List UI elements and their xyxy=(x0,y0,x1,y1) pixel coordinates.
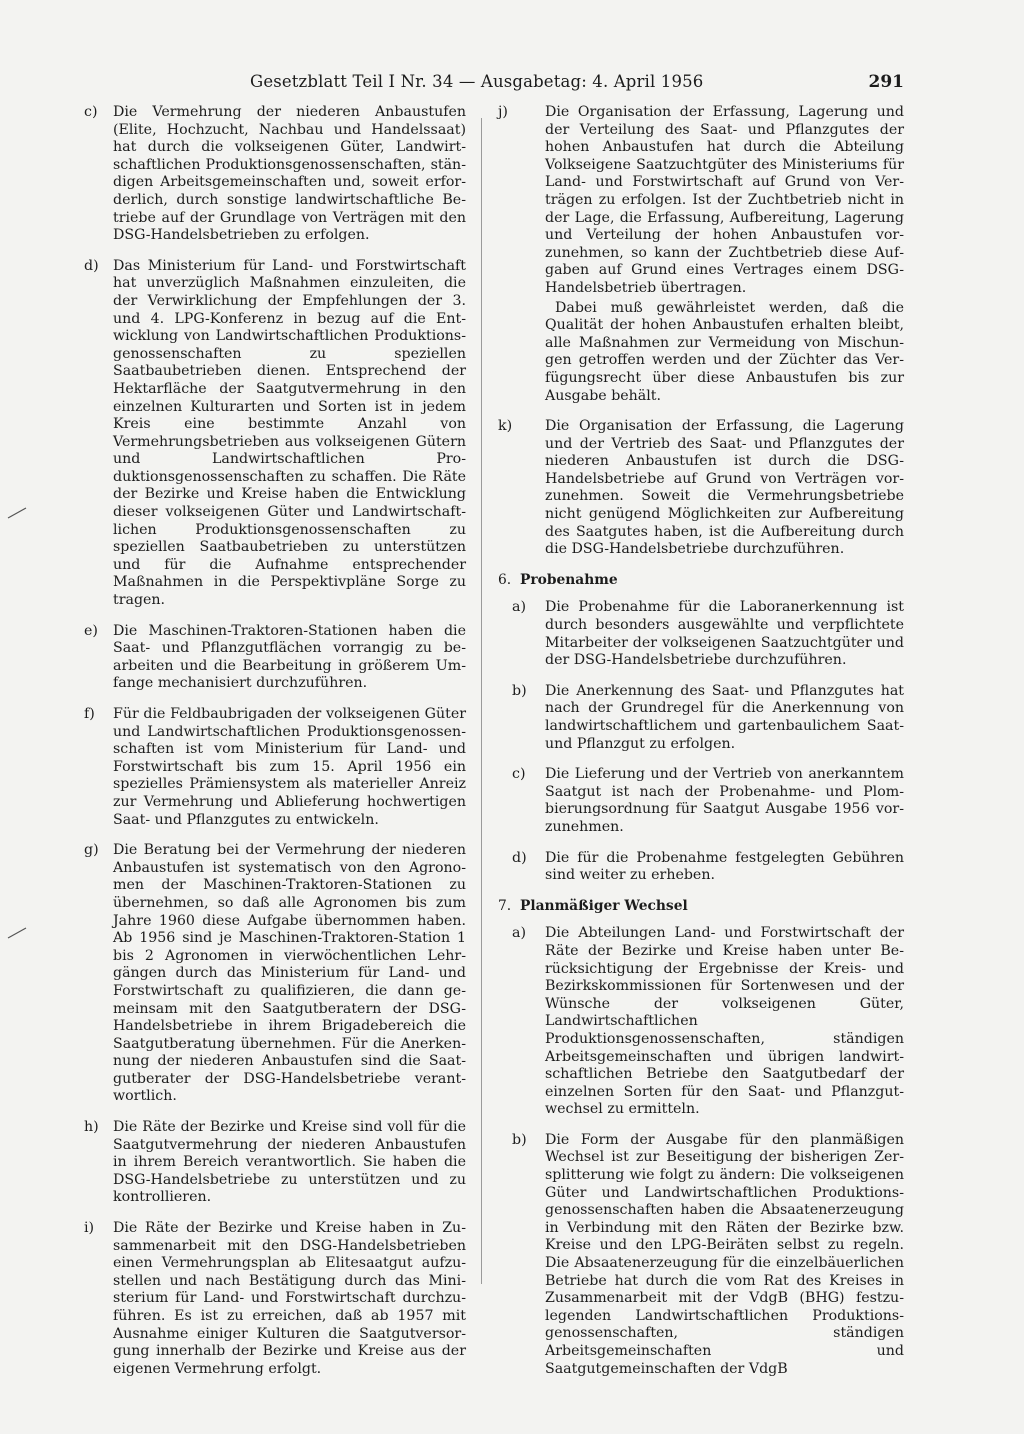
item-text: Die Beratung bei der Vermehrung der niederen Anbaustufen ist systematisch von den Agronomen der Maschinen-Traktoren-Stationen zu übernehmen, so daß alle Agronomen bis zum Jahre 1960 diese Aufgabe übernommen haben. Ab 1956 sind je Maschinen-Traktoren-Station 1 bis 2 Agronomen in vierwöchentlichen Lehrgängen durch das Ministerium für Land- und Forstwirtschaft zu qualifizieren, die dann gemeinsam mit den Saatgutberatern der DSG-Handelsbetriebe in ihrem Brigadebereich die Saatgutberatung übernehmen. Für die Anerkennung der niederen Anbaustufen sind die Saatgutberater der DSG-Handelsbetriebe verantwortlich. xyxy=(113,842,466,1105)
item-label: b) xyxy=(512,682,527,699)
item-text: Das Ministerium für Land- und Forstwirtschaft hat unverzüglich Maßnahmen einzuleiten, die der Verwirklichung der Empfehlungen der 3. und 4. LPG-Konferenz in bezug auf die Entwicklung von Landwirtschaftlichen Produktionsgenossenschaften zu speziellen Saatbaubetrieben dienen. Entsprechend der Hektarfläche der Saatgutvermehrung in den einzelnen Kulturarten und Sorten ist in jedem Kreis eine bestimmte Anzahl von Vermehrungsbetrieben aus volkseigenen Gütern und Landwirtschaftlichen Produktionsgenossenschaften zu schaffen. Die Räte der Bezirke und Kreise haben die Entwicklung dieser volkseigenen Güter und Landwirtschaftlichen Produktionsgenossenschaften zu speziellen Saatbaubetrieben zu unterstützen und für die Aufnahme entsprechender Maßnahmen in die Perspektivpläne Sorge zu tragen. xyxy=(113,257,466,609)
list-item-i xyxy=(84,1220,466,1378)
item-label: f) xyxy=(84,706,95,722)
item-label: d) xyxy=(84,257,99,274)
item-paragraph: Dabei muß gewährleistet werden, daß die Qualität der hohen Anbaustufen erhalten bleibt, alle Maßnahmen zur Vermeidung von Mischungen getroffen werden und der Züchter das Verfügungsrecht über diese Anbaustufen bis zur Ausgabe behält. xyxy=(545,299,904,404)
item-text: Die Abteilungen Land- und Forstwirtschaft der Räte der Bezirke und Kreise haben unter Berücksichtigung der Ergebnisse der Kreis- und Bezirkskommissionen für Sortenwesen und der Wünsche der volkseigenen Güter, Landwirtschaftlichen Produktionsgenossenschaften, ständigen Arbeitsgemeinschaften und übrigen landwirtschaftlichen Betriebe den Saatgutbedarf der einzelnen Sorten für den Saat- und Pflanzgutwechsel zu ermitteln. xyxy=(545,925,904,1118)
item-text: Die Lieferung und der Vertrieb von anerkanntem Saatgut ist nach der Probenahme- und Plombierungsordnung für Saatgut Ausgabe 1956 vorzunehmen. xyxy=(545,766,904,835)
list-item-6a xyxy=(498,599,904,669)
section-number: 6. xyxy=(498,571,512,588)
right-column xyxy=(498,104,904,1391)
list-item-6d xyxy=(498,850,904,885)
item-label: a) xyxy=(512,599,526,616)
item-label: a) xyxy=(512,925,526,942)
list-item-6c xyxy=(498,766,904,836)
item-text: Die Form der Ausgabe für den planmäßigen Wechsel ist zur Beseitigung der bisherigen Zersplitterung wie folgt zu ändern: Die volkseigenen Güter und Landwirtschaftlichen Produktionsgenossenschaften haben die Absaatenerzeugung in Verbindung mit den Räten der Bezirke bzw. Kreise und den LPG-Beiräten selbst zu regeln. Die Absaatenerzeugung für die einzelbäuerlichen Betriebe hat durch die vom Rat des Kreises in Zusammenarbeit mit der VdgB (BHG) festzulegenden Landwirtschaftlichen Produktionsgenossenschaften, ständigen Arbeitsgemeinschaften und Saatgutgemeinschaften der VdgB xyxy=(545,1131,904,1377)
item-label: g) xyxy=(84,842,99,859)
section-heading-planmaessiger-wechsel xyxy=(498,898,904,916)
item-label: c) xyxy=(84,104,98,120)
item-label: b) xyxy=(512,1131,527,1148)
list-item-7a xyxy=(498,925,904,1119)
list-item-h xyxy=(84,1119,466,1207)
page-header xyxy=(250,72,904,92)
list-item-c xyxy=(84,104,466,245)
list-item-d xyxy=(84,258,466,610)
item-label: i) xyxy=(84,1220,95,1237)
item-label: h) xyxy=(84,1119,99,1136)
item-label: e) xyxy=(84,622,98,639)
margin-check-mark xyxy=(6,926,28,940)
item-text: Die Organisation der Erfassung, Lagerung und der Verteilung des Saat- und Pflanzgutes der hohen Anbaustufen hat durch die Abteilung Volkseigene Saatzuchtgüter des Ministeriums für Land- und Forstwirtschaft auf Grund von Verträgen zu erfolgen. Ist der Zuchtbetrieb nicht in der Lage, die Erfassung, Aufbereitung, Lagerung und Verteilung der hohen Anbaustufen vorzunehmen, so kann der Zuchtbetrieb diese Aufgaben auf Grund eines Vertrages einem DSG-Handelsbetrieb übertragen. xyxy=(545,104,904,296)
item-text: Die Anerkennung des Saat- und Pflanzgutes hat nach der Grundregel für die Anerkennung von landwirtschaftlichem und gartenbaulichem Saat- und Pflanzgut zu erfolgen. xyxy=(545,682,904,752)
left-column xyxy=(84,104,466,1391)
list-item-k xyxy=(498,418,904,559)
column-divider xyxy=(481,118,482,1284)
item-text: Die Räte der Bezirke und Kreise haben in Zusammenarbeit mit den DSG-Handelsbetrieben einen Vermehrungsplan ab Elitesaatgut aufzustellen und nach Bestätigung durch das Ministerium für Land- und Forstwirtschaft durchzuführen. Es ist zu erreichen, daß ab 1957 mit Ausnahme einiger Kulturen die Saatgutversorgung innerhalb der Bezirke und Kreise aus der eigenen Vermehrung erfolgt. xyxy=(113,1220,466,1377)
margin-check-mark xyxy=(6,506,28,520)
item-text: Für die Feldbaubrigaden der volkseigenen Güter und Landwirtschaftlichen Produktionsgenossenschaften ist vom Ministerium für Land- und Forstwirtschaft bis zum 15. April 1956 ein spezielles Prämiensystem als materieller Anreiz zur Vermehrung und Ablieferung hochwertigen Saat- und Pflanzgutes zu entwickeln. xyxy=(113,706,466,828)
item-text: Die Räte der Bezirke und Kreise sind voll für die Saatgutvermehrung der niederen Anbaustufen in ihrem Bereich verantwortlich. Sie haben die DSG-Handelsbetriebe zu unterstützen und zu kontrollieren. xyxy=(113,1119,466,1206)
section-title: Planmäßiger Wechsel xyxy=(520,897,688,914)
item-text: Die Vermehrung der niederen Anbaustufen (Elite, Hochzucht, Nachbau und Handelssaat) hat durch die volkseigenen Güter, Landwirtschaftlichen Produktionsgenossenschaften, ständigen Arbeitsgemeinschaften und, soweit erforderlich, durch sonstige landwirtschaftliche Betriebe auf der Grundlage von Verträgen mit den DSG-Handelsbetrieben zu erfolgen. xyxy=(113,104,466,244)
list-item-e xyxy=(84,623,466,693)
page-number: 291 xyxy=(868,72,904,92)
section-number: 7. xyxy=(498,897,512,914)
section-heading-probenahme xyxy=(498,572,904,590)
header-title: Gesetzblatt Teil I Nr. 34 — Ausgabetag: 4. April 1956 xyxy=(250,72,704,91)
list-item-g xyxy=(84,842,466,1106)
list-item-7b xyxy=(498,1132,904,1378)
item-text: Die für die Probenahme festgelegten Gebühren sind weiter zu erheben. xyxy=(545,849,904,884)
item-label: d) xyxy=(512,849,527,866)
list-item-f xyxy=(84,706,466,829)
item-label: k) xyxy=(498,418,513,435)
item-text: Die Organisation der Erfassung, die Lagerung und der Vertrieb des Saat- und Pflanzgutes der niederen Anbaustufen ist durch die DSG-Handelsbetriebe auf Grund von Verträgen vorzunehmen. Soweit die Vermehrungsbetriebe nicht genügend Möglichkeiten zur Aufbereitung des Saatgutes haben, ist die Aufbereitung durch die DSG-Handelsbetriebe durchzuführen. xyxy=(545,418,904,558)
section-title: Probenahme xyxy=(520,571,618,588)
item-label: j) xyxy=(498,104,508,120)
item-text: Die Maschinen-Traktoren-Stationen haben die Saat- und Pflanzgutflächen vorrangig zu bearbeiten und die Bearbeitung in größerem Umfange mechanisiert durchzuführen. xyxy=(113,622,466,692)
list-item-6b xyxy=(498,683,904,753)
item-text: Die Probenahme für die Laboranerkennung ist durch besonders ausgewählte und verpflichtete Mitarbeiter der volkseigenen Saatzuchtgüter und der DSG-Handelsbetriebe durchzuführen. xyxy=(545,599,904,669)
item-label: c) xyxy=(512,766,526,783)
list-item-j xyxy=(498,104,904,405)
